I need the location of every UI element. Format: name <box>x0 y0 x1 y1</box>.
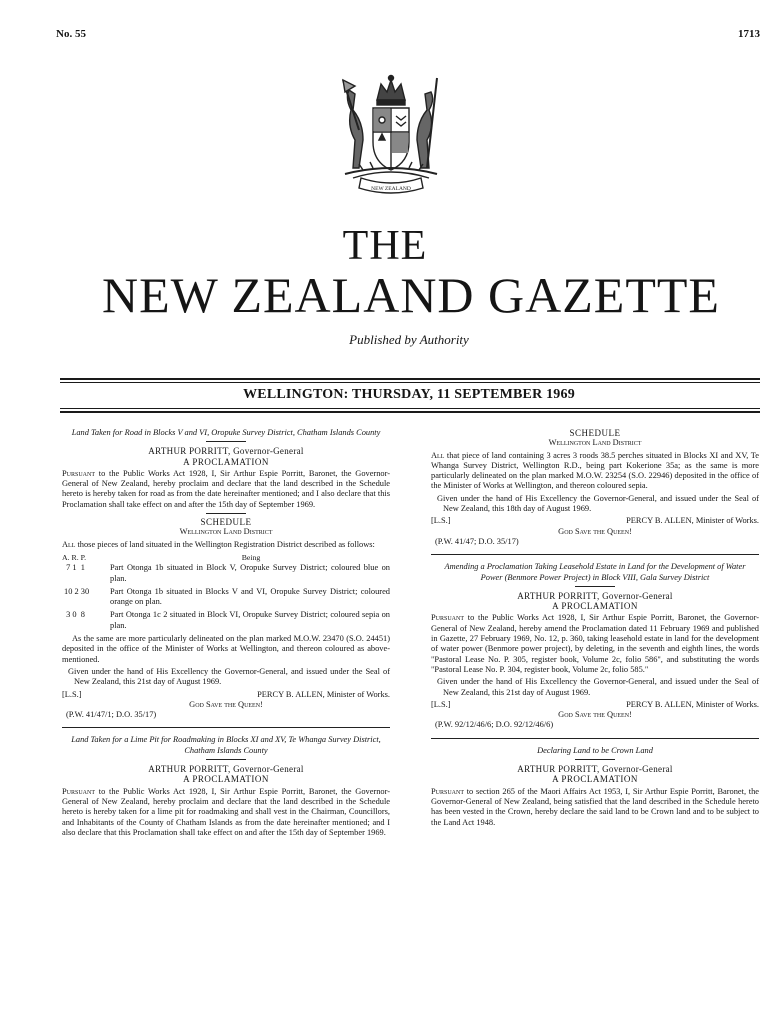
issue-number: No. 55 <box>56 28 86 40</box>
proclamation-body: Pursuant to the Public Works Act 1928, I, Sir Arthur Espie Porritt, Baronet, the Governor-General of New Zealand, hereby proclaim and declare that the land described in the Schedule hereto is hereby taken for road as from the date hereinafter mentioned; and I also declare that this Proclamation shall take effect on and after the 15th day of September 1969. <box>62 468 390 509</box>
table-row: 10 2 30 Part Otonga 1b situated in Blocks V and VI, Oropuke Survey District; coloured orange on plan. <box>64 586 390 607</box>
proclamation-heading: A PROCLAMATION <box>552 774 638 785</box>
seal-ls: [L.S.] <box>62 689 82 699</box>
bottom-rule-2 <box>60 411 760 413</box>
notice-title: Land Taken for a Lime Pit for Roadmaking in Blocks XI and XV, Te Whanga Survey District, Chatham Islands County <box>71 735 381 755</box>
god-save-the-queen: God Save the Queen! <box>558 526 632 536</box>
schedule-table-header <box>62 553 390 563</box>
schedule-body: All that piece of land containing 3 acres 3 roods 38.5 perches situated in Blocks XI and XV, Te Whanga Survey District, Wellington R.D., being part Kokerione 35a; as the same is more particularly delineated on the plan marked M.O.W. 23254 (S.O. 22946) deposited in the office of the Minister of Works at Wellington, and thereon coloured sepia. <box>431 450 759 491</box>
table-row: 7 1 1 Part Otonga 1b situated in Block V, Oropuke Survey District; coloured blue on plan. <box>64 563 390 583</box>
notice-title: Land Taken for Road in Blocks V and VI, Oropuke Survey District, Chatham Islands County <box>71 428 381 437</box>
land-district: Wellington Land District <box>548 438 642 448</box>
short-rule <box>206 759 246 760</box>
proclamation-body: Pursuant to the Public Works Act 1928, I, Sir Arthur Espie Porritt, Baronet, the Governor-General of New Zealand, hereby proclaim and declare that the land described in the Schedule hereto is hereby taken for a lime pit for roadmaking and shall vest in the Chairman, Councillors, and Inhabitants of the County of Chatham Islands as from the date hereinafter mentioned; and I also declare that this Proclamation shall take effect on and after the 15th day of September 1969. <box>62 786 390 837</box>
notice-title: Declaring Land to be Crown Land <box>537 745 653 755</box>
table-row: 3 0 8 Part Otonga 1c 2 situated in Block VI, Oropuke Survey District; coloured sepia on plan. <box>64 610 390 630</box>
god-save-the-queen: God Save the Queen! <box>189 699 263 709</box>
given-under-hand: Given under the hand of His Excellency the Governor-General, and issued under the Seal of New Zealand, this 18th day of August 1969. <box>437 493 759 514</box>
signature-line <box>431 516 759 526</box>
coat-of-arms-emblem <box>333 70 449 198</box>
god-save-the-queen: God Save the Queen! <box>558 710 632 720</box>
published-by-authority: Published by Authority <box>349 332 469 347</box>
land-district: Wellington Land District <box>179 527 273 537</box>
short-rule <box>206 441 246 442</box>
file-reference: (P.W. 92/12/46/6; D.O. 92/12/46/6) <box>435 720 554 730</box>
proclamation-body: Pursuant to section 265 of the Maori Affairs Act 1953, I, Sir Arthur Espie Porritt, Baronet, the Governor-General of New Zealand, being satisfied that the land described in the Schedule hereto has been vested in the Crown, hereby declare the said land to be Crown land and to be subject to the Land Act 1948. <box>431 786 759 827</box>
signature-line <box>431 700 759 710</box>
short-rule <box>575 586 615 587</box>
right-column <box>431 428 759 830</box>
top-double-rule-1 <box>60 378 760 380</box>
proclamation-heading: A PROCLAMATION <box>552 601 638 612</box>
top-double-rule-2 <box>60 382 760 383</box>
signature-line <box>62 690 390 700</box>
short-rule <box>206 513 246 514</box>
governor-general: ARTHUR PORRITT, Governor-General <box>517 764 673 775</box>
notice-title: Amending a Proclamation Taking Leasehold Estate in Land for the Development of Water Power (Benmore Power Project) in Block VIII, Gala Survey District <box>444 562 746 582</box>
being-label: Being <box>241 552 261 562</box>
schedule-intro: All those pieces of land situated in the Wellington Registration District described as follows: <box>62 539 375 549</box>
governor-general: ARTHUR PORRITT, Governor-General <box>148 446 304 457</box>
proclamation-heading: A PROCLAMATION <box>183 456 269 467</box>
short-rule <box>575 759 615 760</box>
left-column <box>62 428 390 840</box>
given-under-hand: Given under the hand of His Excellency the Governor-General, and issued under the Seal of New Zealand, this 21st day of August 1969. <box>68 666 390 687</box>
file-reference: (P.W. 41/47; D.O. 35/17) <box>435 536 519 546</box>
seal-ls: [L.S.] <box>431 516 451 526</box>
masthead-the: THE <box>342 223 428 269</box>
dateline: WELLINGTON: THURSDAY, 11 SEPTEMBER 1969 <box>243 387 575 402</box>
proclamation-body: Pursuant to the Public Works Act 1928, I, Sir Arthur Espie Porritt, Baronet, the Governor-General of New Zealand, hereby amend the Proclamation dated 11 February 1969 and published in Gazette, 27 February 1969, No. 12, p. 360, taking leasehold estate in land for the development of water power (Benmore power project), by deleting, in the seventh and eighth lines, the words "Pastoral Lease No. P. 305, register book, Volume 2c, folio 586", and substituting the words "Pastoral Lease No. P. 304, register book, Volume 2c, folio 585." <box>431 613 759 674</box>
arp-label: A. R. P. <box>62 552 87 562</box>
proclamation-heading: A PROCLAMATION <box>183 774 269 785</box>
minister-signature: PERCY B. ALLEN, Minister of Works. <box>257 689 390 699</box>
notice-separator <box>431 738 759 739</box>
notice-separator <box>62 727 390 728</box>
given-under-hand: Given under the hand of His Excellency the Governor-General, and issued under the Seal of New Zealand, this 21st day of August 1969. <box>437 677 759 697</box>
seal-ls: [L.S.] <box>431 699 451 709</box>
minister-signature: PERCY B. ALLEN, Minister of Works. <box>626 699 759 709</box>
masthead-title: NEW ZEALAND GAZETTE <box>102 267 720 323</box>
page-number: 1713 <box>738 28 760 40</box>
notice-separator <box>431 554 759 555</box>
governor-general: ARTHUR PORRITT, Governor-General <box>148 764 304 775</box>
bottom-rule-1 <box>60 408 760 409</box>
crest-motto: NEW ZEALAND <box>371 186 411 192</box>
schedule-heading: SCHEDULE <box>569 428 621 438</box>
governor-general: ARTHUR PORRITT, Governor-General <box>517 590 673 601</box>
schedule-closing: As the same are more particularly delineated on the plan marked M.O.W. 23470 (S.O. 24451) deposited in the office of the Minister of Works at Wellington, and thereon coloured as above-mentioned. <box>62 634 390 664</box>
schedule-heading: SCHEDULE <box>200 517 252 528</box>
file-reference: (P.W. 41/47/1; D.O. 35/17) <box>66 710 157 720</box>
minister-signature: PERCY B. ALLEN, Minister of Works. <box>626 516 759 526</box>
